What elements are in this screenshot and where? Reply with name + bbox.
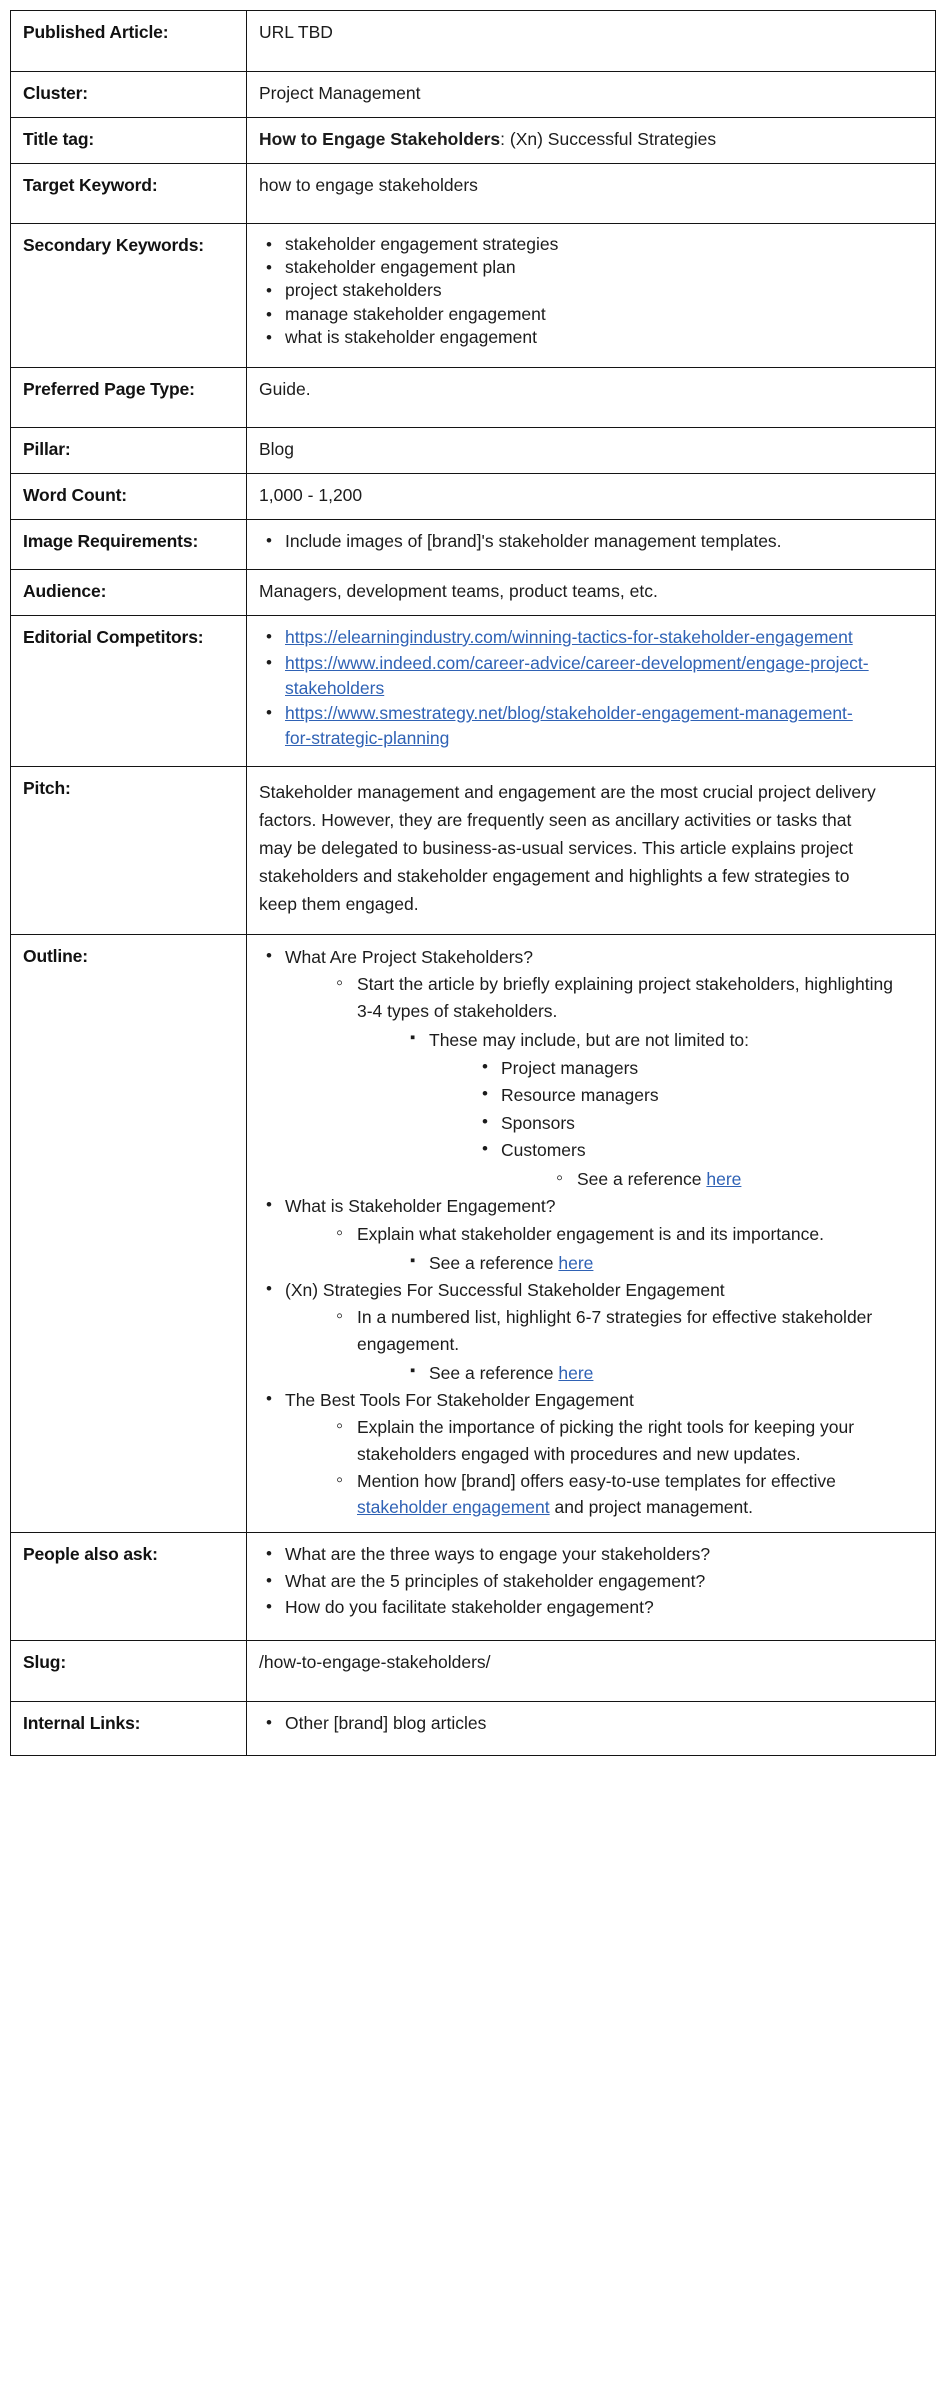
editorial-competitors-list [259,625,875,751]
outline-subitem [331,1468,907,1521]
list-item [259,625,875,650]
reference-link[interactable]: here [706,1169,742,1190]
outline-subsubitem [403,1027,907,1193]
reference-item [403,1250,907,1276]
list-item: • Other [brand] blog articles [259,1711,923,1736]
reference-list-3 [403,1360,907,1386]
outline-sublist-2 [331,1221,907,1277]
row-value-secondary-keywords [247,224,936,367]
row-label-internal-links: Internal Links: [11,1701,247,1755]
outline-item-section-2 [259,1193,907,1276]
outline-sublist-4 [331,1414,907,1520]
table-row-published-article [11,11,936,72]
list-item [259,651,875,701]
list-item: • How do you facilitate stakeholder engagement? [259,1595,923,1621]
row-label-slug: Slug: [11,1640,247,1701]
row-value-people-also-ask [247,1533,936,1641]
list-item: • stakeholder engagement plan [259,256,923,278]
list-item [475,1137,907,1193]
row-label-secondary-keywords: Secondary Keywords: [11,224,247,367]
reference-prefix: See a reference [429,1252,559,1273]
list-item: • what is stakeholder engagement [259,326,923,348]
row-value-slug: /how-to-engage-stakeholders/ [247,1640,936,1701]
row-label-preferred-page-type: Preferred Page Type: [11,367,247,428]
competitor-link[interactable]: https://elearningindustry.com/winning-tactics-for-stakeholder-engagement [285,626,853,647]
reference-prefix: See a reference [429,1362,559,1383]
list-item [259,701,875,751]
outline-item-section-3 [259,1277,907,1386]
row-label-published-article: Published Article: [11,11,247,72]
pitch-text: Stakeholder management and engagement are the most crucial project delivery factors. However, they are frequently seen as ancillary activities or tasks that may be delegated to business-as-usual services. This article explains project stakeholders and stakeholder engagement and highlights a few strategies to keep them engaged. [259,782,876,915]
list-item: • What are the 5 principles of stakeholder engagement? [259,1569,923,1595]
list-item: • Include images of [brand]'s stakeholder management templates. [259,529,893,554]
image-requirements-list [259,529,893,554]
list-item: • Sponsors [475,1110,907,1136]
table-row-image-requirements [11,520,936,570]
title-tag-bold: How to Engage Stakeholders [259,128,501,149]
outline-subitem [331,1304,907,1386]
row-label-outline: Outline: [11,935,247,1533]
table-row-outline [11,935,936,1533]
table-row-word-count [11,474,936,520]
outline-subitem [331,971,907,1192]
people-also-ask-list [259,1542,923,1621]
outline-item-section-4 [259,1387,907,1520]
list-item: • What are the three ways to engage your stakeholders? [259,1542,923,1568]
internal-links-list [259,1711,923,1736]
outline-subitem-text: ◦ In a numbered list, highlight 6-7 strategies for effective stakeholder engagement. [357,1307,873,1354]
row-value-word-count: 1,000 - 1,200 [247,474,936,520]
row-label-pitch: Pitch: [11,767,247,935]
content-brief-table [10,10,936,1756]
row-value-pitch [247,767,936,935]
table-row-slug [11,1640,936,1701]
outline-subitem-text: ◦ Explain what stakeholder engagement is and its importance. [357,1223,824,1244]
table-row-editorial-competitors [11,615,936,766]
reference-item [551,1166,907,1192]
outline-section-2-title: • What is Stakeholder Engagement? [285,1196,556,1217]
list-item: • Project managers [475,1055,907,1081]
row-value-published-article: URL TBD [247,11,936,72]
list-item: • project stakeholders [259,279,923,301]
row-label-word-count: Word Count: [11,474,247,520]
stakeholder-types-list [475,1055,907,1192]
row-label-people-also-ask: People also ask: [11,1533,247,1641]
secondary-keywords-list [259,233,923,347]
list-item: • manage stakeholder engagement [259,303,923,325]
outline-item-section-1 [259,944,907,1192]
reference-item [403,1360,907,1386]
table-row-people-also-ask [11,1533,936,1641]
list-item-text: • Customers [501,1139,586,1160]
outline-subitem-prefix: Mention how [brand] offers easy-to-use templates for effective [357,1470,836,1491]
table-row-audience [11,569,936,615]
reference-link[interactable]: here [558,1362,594,1383]
table-row-internal-links [11,1701,936,1755]
row-value-cluster: Project Management [247,71,936,117]
row-value-editorial-competitors [247,615,936,766]
row-value-preferred-page-type: Guide. [247,367,936,428]
row-label-editorial-competitors: Editorial Competitors: [11,615,247,766]
row-value-title-tag [247,117,936,163]
row-value-internal-links [247,1701,936,1755]
row-value-pillar: Blog [247,428,936,474]
outline-subitem: ◦ Explain the importance of picking the right tools for keeping your stakeholders engaged with procedures and new updates. [331,1414,907,1467]
row-label-title-tag: Title tag: [11,117,247,163]
outline-subitem [331,1221,907,1277]
reference-prefix: See a reference [577,1169,707,1190]
outline-section-1-title: • What Are Project Stakeholders? [285,947,534,968]
outline-subsubitem-text: ▪ These may include, but are not limited to: [429,1029,750,1050]
outline-sublist-3 [331,1304,907,1386]
title-tag-rest: : (Xn) Successful Strategies [500,128,717,149]
competitor-link[interactable]: https://www.smestrategy.net/blog/stakeholder-engagement-management-for-strategic-planning [285,703,853,749]
table-row-title-tag [11,117,936,163]
outline-subitem-text: ◦ Start the article by briefly explaining project stakeholders, highlighting 3-4 types of stakeholders. [357,974,893,1021]
row-value-audience: Managers, development teams, product teams, etc. [247,569,936,615]
table-row-cluster [11,71,936,117]
row-value-image-requirements [247,520,936,570]
table-row-pitch [11,767,936,935]
table-row-target-keyword [11,163,936,224]
table-row-preferred-page-type [11,367,936,428]
table-row-secondary-keywords [11,224,936,367]
stakeholder-engagement-link[interactable]: stakeholder engagement [357,1497,550,1518]
row-label-audience: Audience: [11,569,247,615]
table-row-pillar [11,428,936,474]
outline-list [259,944,907,1520]
outline-subitem-suffix: and project management. [549,1497,753,1518]
reference-list-1 [551,1166,907,1192]
list-item: • stakeholder engagement strategies [259,233,923,255]
row-label-target-keyword: Target Keyword: [11,163,247,224]
list-item: • Resource managers [475,1082,907,1108]
outline-subsublist-1 [403,1027,907,1193]
outline-sublist-1 [331,971,907,1192]
row-label-image-requirements: Image Requirements: [11,520,247,570]
row-label-cluster: Cluster: [11,71,247,117]
row-value-outline [247,935,936,1533]
row-value-target-keyword: how to engage stakeholders [247,163,936,224]
row-label-pillar: Pillar: [11,428,247,474]
outline-section-4-title: • The Best Tools For Stakeholder Engagement [285,1390,634,1411]
outline-section-3-title: • (Xn) Strategies For Successful Stakeholder Engagement [285,1280,725,1301]
reference-link[interactable]: here [558,1252,594,1273]
reference-list-2 [403,1250,907,1276]
competitor-link[interactable]: https://www.indeed.com/career-advice/career-development/engage-project-stakeholders [285,652,869,698]
